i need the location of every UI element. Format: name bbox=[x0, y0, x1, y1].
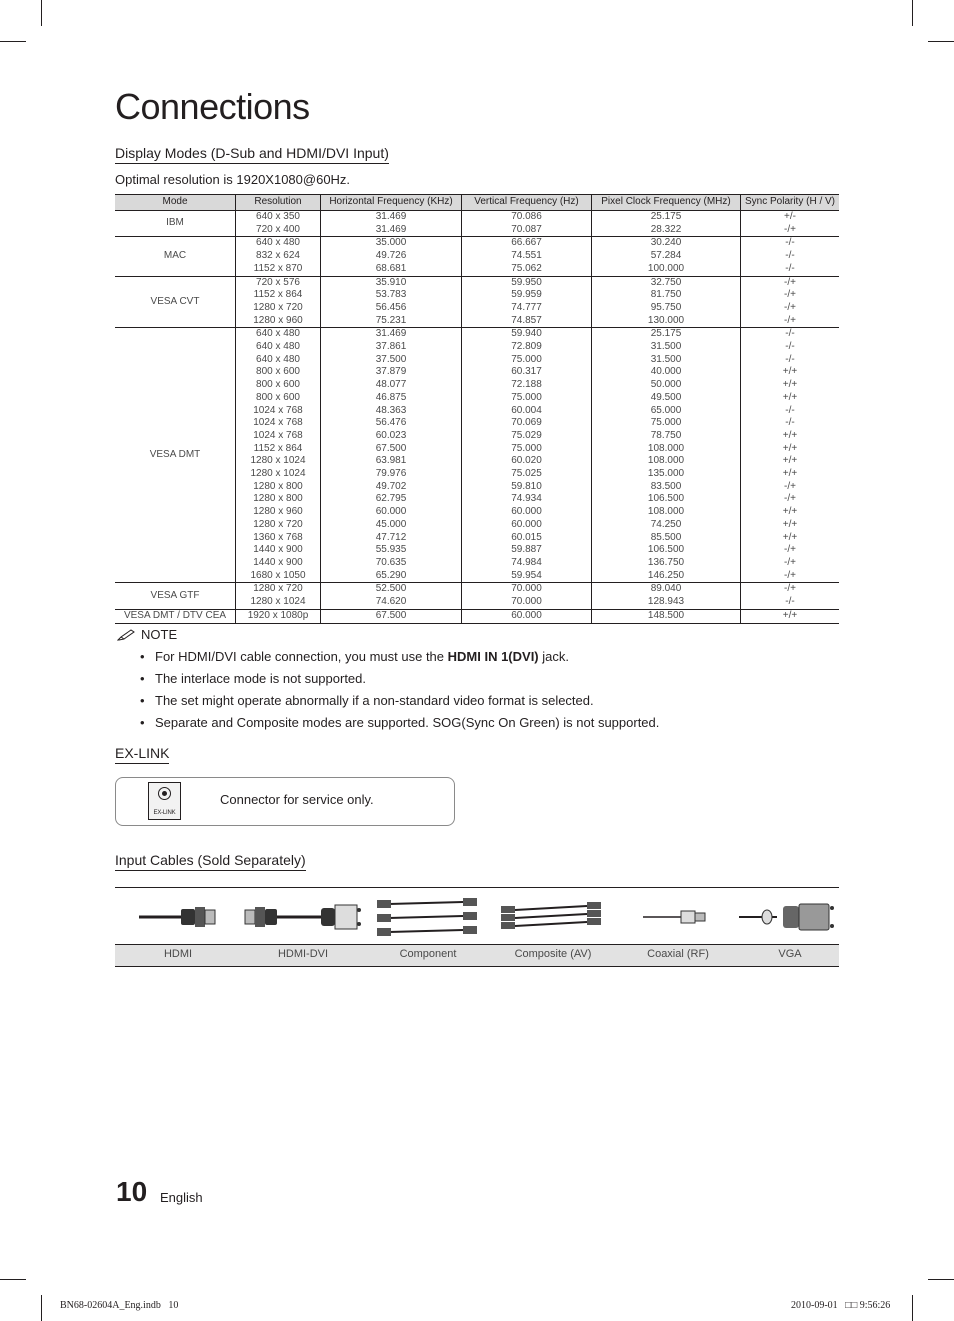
pclk-cell bbox=[592, 583, 741, 609]
sync-value: -/- bbox=[785, 250, 795, 262]
component-cable-icon bbox=[373, 892, 485, 944]
vfreq-value: 60.000 bbox=[511, 518, 542, 530]
table-row bbox=[115, 237, 839, 276]
col-sync-header: Sync Polarity (H / V) bbox=[741, 195, 840, 211]
sync-cell bbox=[741, 211, 840, 237]
note-label: NOTE bbox=[141, 627, 178, 642]
vfreq-value: 59.954 bbox=[511, 569, 542, 581]
pclk-value: 78.750 bbox=[650, 429, 682, 441]
cable-label-vga: VGA bbox=[778, 948, 802, 960]
pclk-value: 65.000 bbox=[650, 404, 682, 416]
pclk-value: 30.240 bbox=[650, 237, 682, 249]
sync-value: -/+ bbox=[784, 493, 796, 505]
pclk-value: 108.000 bbox=[647, 442, 685, 454]
resolution-value: 1280 x 720 bbox=[253, 301, 303, 313]
vfreq-cell bbox=[462, 211, 592, 237]
mode-cell: VESA GTF bbox=[115, 583, 236, 609]
vfreq-value: 70.000 bbox=[511, 596, 542, 608]
mode-cell: MAC bbox=[115, 237, 236, 276]
sync-value: +/- bbox=[784, 211, 796, 222]
vfreq-value: 72.809 bbox=[511, 341, 542, 353]
pclk-value: 106.500 bbox=[647, 544, 685, 556]
sync-value: -/- bbox=[785, 341, 795, 353]
pclk-value: 106.500 bbox=[647, 493, 685, 505]
mode-cell: VESA DMT / DTV CEA bbox=[115, 609, 236, 623]
sync-value: -/- bbox=[785, 404, 795, 416]
note-heading bbox=[117, 627, 177, 642]
pclk-value: 75.000 bbox=[650, 417, 682, 429]
page-title: Connections bbox=[115, 86, 310, 127]
hfreq-cell bbox=[321, 609, 462, 623]
vfreq-value: 70.087 bbox=[511, 223, 542, 235]
vfreq-cell bbox=[462, 237, 592, 276]
vfreq-value: 74.777 bbox=[511, 301, 542, 313]
resolution-value: 800 x 600 bbox=[256, 366, 300, 378]
pclk-value: 40.000 bbox=[650, 366, 682, 378]
hfreq-value: 65.290 bbox=[375, 569, 407, 581]
page-number: 10 bbox=[116, 1176, 148, 1207]
hfreq-value: 53.783 bbox=[375, 289, 407, 301]
composite-cable-icon bbox=[497, 892, 609, 944]
resolution-value: 1280 x 960 bbox=[253, 506, 303, 518]
hfreq-value: 35.910 bbox=[375, 276, 407, 288]
resolution-value: 1280 x 1024 bbox=[250, 596, 306, 608]
vfreq-value: 74.551 bbox=[511, 250, 542, 262]
resolution-value: 640 x 350 bbox=[256, 211, 300, 222]
sync-value: +/+ bbox=[782, 455, 798, 467]
hfreq-cell bbox=[321, 237, 462, 276]
sync-value: +/+ bbox=[782, 468, 798, 480]
resolution-value: 1440 x 900 bbox=[253, 544, 303, 556]
resolution-value: 1280 x 800 bbox=[253, 480, 303, 492]
col-vfreq-header: Vertical Frequency (Hz) bbox=[462, 195, 592, 211]
pclk-value: 28.322 bbox=[650, 223, 682, 235]
hfreq-value: 49.702 bbox=[375, 480, 407, 492]
vga-cable-icon bbox=[737, 892, 839, 944]
sync-cell bbox=[741, 237, 840, 276]
vfreq-value: 70.069 bbox=[511, 417, 542, 429]
hfreq-cell bbox=[321, 211, 462, 237]
pclk-value: 128.943 bbox=[647, 596, 685, 608]
hfreq-value: 56.456 bbox=[375, 301, 407, 313]
pclk-cell bbox=[592, 211, 741, 237]
sync-value: -/+ bbox=[784, 223, 796, 235]
hfreq-value: 37.500 bbox=[375, 353, 407, 365]
mode-cell: VESA DMT bbox=[115, 328, 236, 583]
hfreq-value: 35.000 bbox=[375, 237, 407, 249]
hfreq-value: 37.861 bbox=[375, 341, 407, 353]
sync-value: +/+ bbox=[782, 442, 798, 454]
resolution-value: 1280 x 1024 bbox=[250, 468, 306, 480]
pclk-value: 81.750 bbox=[650, 289, 682, 301]
resolution-value: 800 x 600 bbox=[256, 379, 300, 391]
sync-value: -/+ bbox=[784, 569, 796, 581]
hfreq-value: 63.981 bbox=[375, 455, 407, 467]
col-pclk-header: Pixel Clock Frequency (MHz) bbox=[592, 195, 741, 211]
resolution-value: 1280 x 800 bbox=[253, 493, 303, 505]
crop-mark bbox=[928, 1279, 954, 1280]
cables-labels-row bbox=[115, 944, 839, 967]
vfreq-value: 74.984 bbox=[511, 556, 542, 568]
hfreq-value: 31.469 bbox=[375, 223, 407, 235]
resolution-value: 1360 x 768 bbox=[253, 531, 303, 543]
cable-label-hdmi-dvi: HDMI-DVI bbox=[277, 948, 329, 960]
resolution-value: 1440 x 900 bbox=[253, 556, 303, 568]
resolution-value: 1680 x 1050 bbox=[250, 569, 306, 581]
hfreq-value: 52.500 bbox=[375, 583, 407, 595]
resolution-value: 720 x 400 bbox=[256, 223, 300, 235]
sync-value: +/+ bbox=[782, 506, 798, 518]
pclk-value: 25.175 bbox=[650, 211, 682, 222]
table-body bbox=[115, 211, 839, 624]
sync-cell bbox=[741, 609, 840, 623]
hfreq-value: 60.000 bbox=[375, 506, 407, 518]
vfreq-value: 60.000 bbox=[511, 609, 542, 621]
resolution-value: 1280 x 1024 bbox=[250, 455, 306, 467]
list-item: • The set might operate abnormally if a non-standard video format is selected. bbox=[140, 692, 659, 714]
vfreq-value: 75.029 bbox=[511, 429, 542, 441]
vfreq-value: 59.950 bbox=[511, 276, 542, 288]
pclk-value: 85.500 bbox=[650, 531, 682, 543]
crop-mark bbox=[0, 41, 26, 42]
hdmi-dvi-cable-icon bbox=[241, 892, 363, 944]
resolution-value: 1152 x 864 bbox=[253, 289, 303, 301]
sync-value: -/- bbox=[785, 262, 795, 274]
pclk-value: 32.750 bbox=[650, 276, 682, 288]
hfreq-value: 74.620 bbox=[375, 596, 407, 608]
resolution-cell bbox=[236, 609, 321, 623]
cable-label-component: Component bbox=[399, 948, 457, 960]
table-row bbox=[115, 328, 839, 583]
crop-mark bbox=[912, 1295, 913, 1321]
vfreq-value: 60.020 bbox=[511, 455, 542, 467]
col-hfreq-header: Horizontal Frequency (KHz) bbox=[321, 195, 462, 211]
col-mode-header: Mode bbox=[115, 195, 236, 211]
sync-value: -/+ bbox=[784, 556, 796, 568]
sync-value: +/+ bbox=[782, 429, 798, 441]
sync-value: +/+ bbox=[782, 531, 798, 543]
hfreq-value: 45.000 bbox=[375, 518, 407, 530]
sync-value: -/+ bbox=[784, 544, 796, 556]
pclk-value: 148.500 bbox=[647, 609, 685, 621]
vfreq-value: 70.086 bbox=[511, 211, 542, 222]
page-language: English bbox=[160, 1190, 203, 1205]
table-row bbox=[115, 609, 839, 623]
sync-value: -/+ bbox=[784, 276, 796, 288]
sync-value: -/- bbox=[785, 353, 795, 365]
pclk-value: 130.000 bbox=[647, 314, 685, 326]
vfreq-value: 59.887 bbox=[511, 544, 542, 556]
hfreq-value: 68.681 bbox=[375, 262, 407, 274]
vfreq-value: 75.000 bbox=[511, 442, 542, 454]
cable-label-coaxial: Coaxial (RF) bbox=[647, 948, 709, 960]
pencil-icon bbox=[117, 629, 135, 641]
hfreq-value: 46.875 bbox=[375, 391, 407, 403]
hfreq-value: 37.879 bbox=[375, 366, 407, 378]
sync-value: -/+ bbox=[784, 301, 796, 313]
resolution-value: 720 x 576 bbox=[256, 276, 300, 288]
sync-value: -/+ bbox=[784, 583, 796, 595]
resolution-value: 1152 x 870 bbox=[253, 262, 303, 274]
hfreq-value: 47.712 bbox=[375, 531, 407, 543]
note-list bbox=[140, 648, 659, 736]
hfreq-value: 67.500 bbox=[375, 609, 407, 621]
vfreq-value: 75.000 bbox=[511, 391, 542, 403]
vfreq-cell bbox=[462, 583, 592, 609]
sync-value: +/+ bbox=[782, 379, 798, 391]
table-row bbox=[115, 211, 839, 237]
exlink-port-icon: EX-LINK bbox=[148, 782, 181, 820]
resolution-value: 640 x 480 bbox=[256, 237, 300, 249]
hfreq-cell bbox=[321, 583, 462, 609]
resolution-value: 832 x 624 bbox=[256, 250, 300, 262]
sync-value: +/+ bbox=[782, 366, 798, 378]
pclk-value: 83.500 bbox=[650, 480, 682, 492]
crop-mark bbox=[0, 1279, 26, 1280]
pclk-value: 31.500 bbox=[650, 353, 682, 365]
resolution-cell bbox=[236, 583, 321, 609]
resolution-value: 1280 x 720 bbox=[253, 518, 303, 530]
optimal-resolution-text: Optimal resolution is 1920X1080@60Hz. bbox=[115, 172, 351, 187]
vfreq-value: 72.188 bbox=[511, 379, 542, 391]
exlink-box bbox=[115, 777, 455, 826]
sync-value: +/+ bbox=[782, 391, 798, 403]
vfreq-value: 75.000 bbox=[511, 353, 542, 365]
sync-value: -/- bbox=[785, 328, 795, 340]
hfreq-value: 67.500 bbox=[375, 442, 407, 454]
table-row bbox=[115, 583, 839, 609]
pclk-value: 49.500 bbox=[650, 391, 682, 403]
resolution-value: 1024 x 768 bbox=[253, 429, 303, 441]
vfreq-cell bbox=[462, 609, 592, 623]
hfreq-value: 48.077 bbox=[375, 379, 407, 391]
sync-cell bbox=[741, 276, 840, 328]
sync-cell bbox=[741, 328, 840, 583]
sync-value: -/+ bbox=[784, 314, 796, 326]
sync-value: -/+ bbox=[784, 289, 796, 301]
crop-mark bbox=[41, 0, 42, 26]
crop-mark bbox=[912, 0, 913, 26]
hfreq-cell bbox=[321, 328, 462, 583]
hfreq-value: 31.469 bbox=[375, 211, 407, 222]
vfreq-value: 75.062 bbox=[511, 262, 542, 274]
hfreq-value: 75.231 bbox=[375, 314, 407, 326]
hfreq-cell bbox=[321, 276, 462, 328]
pclk-value: 108.000 bbox=[647, 506, 685, 518]
input-cables-heading: Input Cables (Sold Separately) bbox=[115, 852, 306, 871]
vfreq-value: 59.810 bbox=[511, 480, 542, 492]
hfreq-value: 60.023 bbox=[375, 429, 407, 441]
vfreq-value: 60.000 bbox=[511, 506, 542, 518]
vfreq-value: 59.959 bbox=[511, 289, 542, 301]
pclk-value: 31.500 bbox=[650, 341, 682, 353]
exlink-heading: EX-LINK bbox=[115, 745, 169, 764]
vfreq-value: 75.025 bbox=[511, 468, 542, 480]
resolution-value: 640 x 480 bbox=[256, 328, 300, 340]
hdmi-cable-icon bbox=[137, 892, 219, 944]
hfreq-value: 31.469 bbox=[375, 328, 407, 340]
sync-value: -/+ bbox=[784, 480, 796, 492]
mode-cell: IBM bbox=[115, 211, 236, 237]
resolution-cell bbox=[236, 211, 321, 237]
resolution-value: 640 x 480 bbox=[256, 341, 300, 353]
hfreq-value: 48.363 bbox=[375, 404, 407, 416]
pclk-value: 135.000 bbox=[647, 468, 685, 480]
list-item: • For HDMI/DVI cable connection, you must use the HDMI IN 1(DVI) jack. bbox=[140, 648, 659, 670]
vfreq-cell bbox=[462, 276, 592, 328]
pclk-value: 108.000 bbox=[647, 455, 685, 467]
resolution-value: 1920 x 1080p bbox=[247, 609, 309, 621]
pclk-value: 89.040 bbox=[650, 583, 682, 595]
col-resolution-header: Resolution bbox=[236, 195, 321, 211]
resolution-value: 1280 x 720 bbox=[253, 583, 303, 595]
vfreq-value: 74.934 bbox=[511, 493, 542, 505]
sync-value: +/+ bbox=[782, 609, 798, 621]
coaxial-cable-icon bbox=[641, 892, 713, 944]
resolution-value: 1280 x 960 bbox=[253, 314, 303, 326]
resolution-value: 1024 x 768 bbox=[253, 404, 303, 416]
resolution-value: 640 x 480 bbox=[256, 353, 300, 365]
resolution-cell bbox=[236, 328, 321, 583]
hfreq-value: 55.935 bbox=[375, 544, 407, 556]
vfreq-cell bbox=[462, 328, 592, 583]
pclk-value: 57.284 bbox=[650, 250, 682, 262]
vfreq-value: 70.000 bbox=[511, 583, 542, 595]
hfreq-value: 62.795 bbox=[375, 493, 407, 505]
pclk-cell bbox=[592, 276, 741, 328]
crop-mark bbox=[928, 41, 954, 42]
pclk-cell bbox=[592, 237, 741, 276]
vfreq-value: 60.015 bbox=[511, 531, 542, 543]
sync-value: -/- bbox=[785, 237, 795, 249]
pclk-value: 100.000 bbox=[647, 262, 685, 274]
resolution-cell bbox=[236, 276, 321, 328]
display-modes-heading: Display Modes (D-Sub and HDMI/DVI Input) bbox=[115, 145, 389, 164]
resolution-value: 1152 x 864 bbox=[253, 442, 303, 454]
cable-label-hdmi: HDMI bbox=[163, 948, 193, 960]
display-modes-table bbox=[115, 194, 839, 624]
pclk-value: 136.750 bbox=[647, 556, 685, 568]
pclk-value: 25.175 bbox=[650, 328, 682, 340]
pclk-value: 50.000 bbox=[650, 379, 682, 391]
list-item: • Separate and Composite modes are supported. SOG(Sync On Green) is not supported. bbox=[140, 714, 659, 736]
list-item: • The interlace mode is not supported. bbox=[140, 670, 659, 692]
vfreq-value: 60.004 bbox=[511, 404, 542, 416]
vfreq-value: 74.857 bbox=[511, 314, 542, 326]
pclk-cell bbox=[592, 609, 741, 623]
hfreq-value: 79.976 bbox=[375, 468, 407, 480]
cables-illustrations bbox=[115, 892, 839, 944]
resolution-cell bbox=[236, 237, 321, 276]
table-row bbox=[115, 276, 839, 328]
divider bbox=[115, 887, 839, 888]
vfreq-value: 66.667 bbox=[511, 237, 542, 249]
vfreq-value: 59.940 bbox=[511, 328, 542, 340]
crop-mark bbox=[41, 1295, 42, 1321]
resolution-value: 1024 x 768 bbox=[253, 417, 303, 429]
sync-value: +/+ bbox=[782, 518, 798, 530]
sync-value: -/- bbox=[785, 596, 795, 608]
vfreq-value: 60.317 bbox=[511, 366, 542, 378]
hfreq-value: 56.476 bbox=[375, 417, 407, 429]
footer-timestamp: 2010-09-01 □□ 9:56:26 bbox=[791, 1300, 891, 1311]
pclk-value: 74.250 bbox=[650, 518, 682, 530]
pclk-value: 146.250 bbox=[647, 569, 685, 581]
hfreq-value: 70.635 bbox=[375, 556, 407, 568]
pclk-cell bbox=[592, 328, 741, 583]
cable-label-composite: Composite (AV) bbox=[514, 948, 592, 960]
hfreq-value: 49.726 bbox=[375, 250, 407, 262]
mode-cell: VESA CVT bbox=[115, 276, 236, 328]
sync-cell bbox=[741, 583, 840, 609]
footer-file-info: BN68-02604A_Eng.indb 10 bbox=[60, 1300, 179, 1311]
pclk-value: 95.750 bbox=[650, 301, 682, 313]
exlink-description: Connector for service only. bbox=[220, 792, 374, 807]
table-header-row bbox=[115, 195, 839, 211]
sync-value: -/- bbox=[785, 417, 795, 429]
resolution-value: 800 x 600 bbox=[256, 391, 300, 403]
